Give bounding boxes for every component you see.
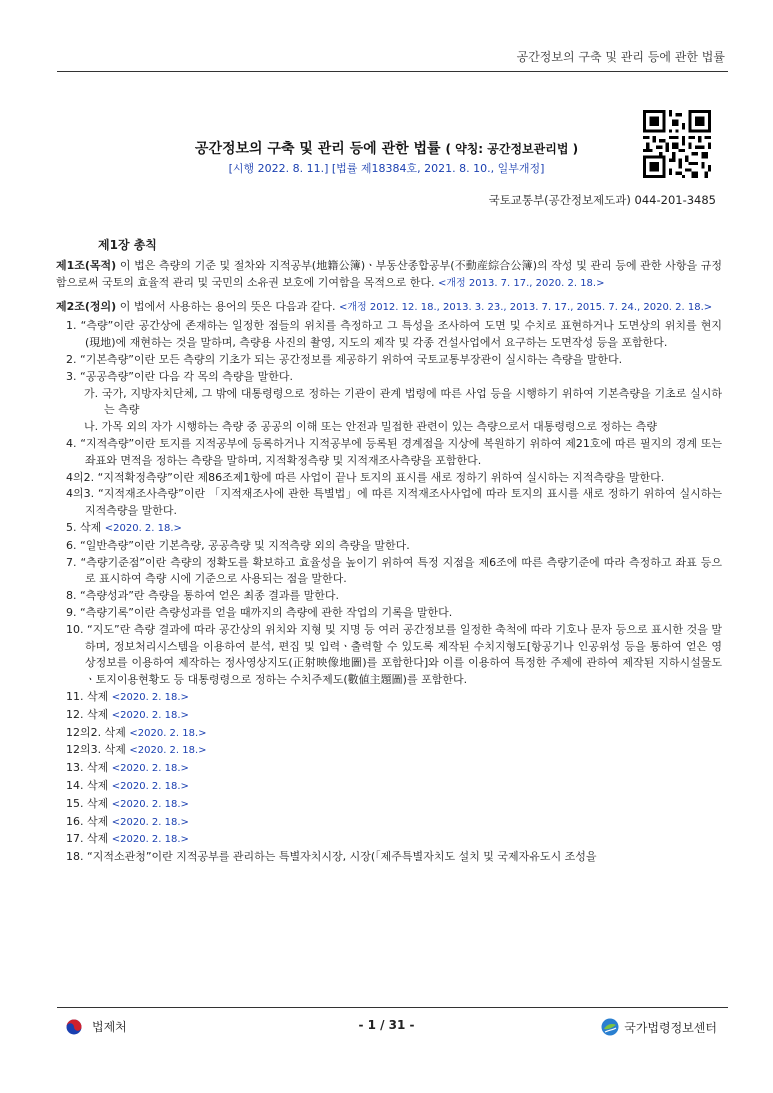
definition-item: 4의3. “지적재조사측량”이란 「지적재조사에 관한 특별법」에 따른 지적재조사사업에 따라 토지의 표시를 새로 정하기 위하여 실시하는 지적측량을 말한다. (66, 487, 722, 518)
enforcement-info[interactable]: [시행 2022. 8. 11.] [법률 제18384호, 2021. 8. 10., 일부개정] (228, 162, 545, 175)
amendment-link[interactable]: <개정 2012. 12. 18., 2013. 3. 23., 2013. 7. 17., 2015. 7. 24., 2020. 2. 18.> (338, 301, 713, 313)
deleted-item (66, 520, 722, 538)
deleted-item (66, 778, 722, 796)
law-center-logo-icon (601, 1018, 619, 1036)
deleted-item (66, 689, 722, 707)
law-short-title: ( 약칭: 공간정보관리법 ) (445, 142, 579, 156)
chapter-heading: 제1장 총칙 (98, 238, 157, 252)
law-title (0, 138, 773, 158)
definition-item: 18. “지적소관청”이란 지적공부를 관리하는 특별자치시장, 시장(「제주특별자치도 설치 및 국제자유도시 조성을 (66, 850, 597, 864)
item-text: 17. 삭제 (66, 832, 109, 846)
amendment-link[interactable]: <2020. 2. 18.> (129, 727, 207, 739)
article-heading: 제1조(목적) (56, 259, 117, 272)
deleted-item (66, 831, 722, 849)
deleted-item (66, 796, 722, 814)
deleted-item (66, 760, 722, 778)
footer-left-label: 법제처 (92, 1020, 127, 1034)
definition-item: 8. “측량성과”란 측량을 통하여 얻은 최종 결과를 말한다. (66, 589, 340, 603)
footer-brand (601, 1018, 717, 1036)
amendment-link[interactable]: <2020. 2. 18.> (104, 522, 182, 534)
definition-item: 9. “측량기록”이란 측량성과를 얻을 때까지의 측량에 관한 작업의 기록을 말한다. (66, 605, 453, 619)
item-text: 14. 삭제 (66, 778, 109, 792)
definition-subitem: 나. 가목 외의 자가 시행하는 측량 중 공공의 이해 또는 안전과 밀접한 관련이 있는 측량으로서 대통령령으로 정하는 측량 (84, 420, 657, 434)
amendment-link[interactable]: <개정 2013. 7. 17., 2020. 2. 18.> (438, 277, 605, 289)
amendment-link[interactable]: <2020. 2. 18.> (111, 763, 189, 775)
amendment-link[interactable]: <2020. 2. 18.> (111, 798, 189, 810)
item-text: 12의3. 삭제 (66, 743, 126, 757)
article-1 (56, 258, 722, 293)
item-text: 11. 삭제 (66, 689, 109, 703)
definition-item: 4. “지적측량”이란 토지를 지적공부에 등록하거나 지적공부에 등록된 경계점을 지상에 복원하기 위하여 제21호에 따른 필지의 경계 또는 좌표와 면적을 정하는 측량을 말하며, 지적확정측량 및 지적재조사측량을 포함한다. (66, 436, 722, 467)
item-text: 12의2. 삭제 (66, 725, 126, 739)
article-heading: 제2조(정의) (56, 299, 117, 313)
law-title-main: 공간정보의 구축 및 관리 등에 관한 법률 (194, 141, 441, 157)
ministry-contact: 국토교통부(공간정보제도과) 044-201-3485 (488, 193, 716, 207)
amendment-link[interactable]: <2020. 2. 18.> (111, 834, 189, 846)
header-rule (57, 71, 728, 72)
item-text: 12. 삭제 (66, 707, 109, 721)
deleted-item (66, 814, 722, 832)
deleted-item (66, 707, 722, 725)
amendment-link[interactable]: <2020. 2. 18.> (129, 745, 207, 757)
deleted-item (66, 725, 722, 743)
item-text: 13. 삭제 (66, 761, 109, 775)
article-2 (56, 299, 722, 317)
article-text: 이 법은 측량의 기준 및 절차와 지적공부(地籍公簿)ㆍ부동산종합공부(不動産綜合公簿)의 작성 및 관리 등에 관한 사항을 규정함으로써 국토의 효율적 관리 및 국민의 소유권 보호에 기여함을 목적으로 한다. (56, 259, 722, 289)
page-number: - 1 / 31 - (358, 1018, 415, 1032)
amendment-link[interactable]: <2020. 2. 18.> (111, 816, 189, 828)
deleted-item (66, 742, 722, 760)
item-text: 15. 삭제 (66, 796, 109, 810)
definition-item: 10. “지도”란 측량 결과에 따라 공간상의 위치와 지형 및 지명 등 여러 공간정보를 일정한 축척에 따라 기호나 문자 등으로 표시한 것을 말하며, 정보처리시스템을 이용하여 분석, 편집 및 입력ㆍ출력할 수 있도록 제작된 수치지형도[항공기나 인공위성 등을 통하여 얻은 영상정보를 이용하여 제작하는 정사영상지도(正射映像地圖)를 포함한다]와 이를 이용하여 특정한 주제에 관하여 제작된 지하시설물도ㆍ토지이용현황도 등 대통령령으로 정하는 수치주제도(數値主題圖)를 포함한다. (66, 622, 722, 687)
article-text: 이 법에서 사용하는 용어의 뜻은 다음과 같다. (116, 299, 336, 313)
law-body (56, 258, 722, 866)
item-text: 16. 삭제 (66, 814, 109, 828)
item-text: 5. 삭제 (66, 520, 102, 534)
amendment-link[interactable]: <2020. 2. 18.> (111, 709, 189, 721)
definition-item: 1. “측량”이란 공간상에 존재하는 일정한 점들의 위치를 측정하고 그 특성을 조사하여 도면 및 수치로 표현하거나 도면상의 위치를 현지(現地)에 재현하는 것을 말하며, 측량용 사진의 촬영, 지도의 제작 및 각종 건설사업에서 요구하는 도면작성 등을 포함한다. (66, 319, 722, 350)
amendment-link[interactable]: <2020. 2. 18.> (111, 780, 189, 792)
running-header: 공간정보의 구축 및 관리 등에 관한 법률 (516, 50, 725, 64)
definition-item: 6. “일반측량”이란 기본측량, 공공측량 및 지적측량 외의 측량을 말한다. (66, 538, 410, 552)
amendment-link[interactable]: <2020. 2. 18.> (111, 691, 189, 703)
definition-item: 2. “기본측량”이란 모든 측량의 기초가 되는 공간정보를 제공하기 위하여 국토교통부장관이 실시하는 측량을 말한다. (66, 352, 623, 366)
definition-item: 3. “공공측량”이란 다음 각 목의 측량을 말한다. (66, 369, 294, 383)
definition-item: 4의2. “지적확정측량”이란 제86조제1항에 따른 사업이 끝나 토지의 표시를 새로 정하기 위하여 실시하는 지적측량을 말한다. (66, 470, 665, 484)
definition-subitem: 가. 국가, 지방자치단체, 그 밖에 대통령령으로 정하는 기관이 관계 법령에 따른 사업 등을 시행하기 위하여 기본측량을 기초로 실시하는 측량 (84, 386, 722, 417)
definition-item: 7. “측량기준점”이란 측량의 정확도를 확보하고 효율성을 높이기 위하여 특정 지점을 제6조에 따른 측량기준에 따라 측정하고 좌표 등으로 표시하여 측량 시에 기준으로 사용되는 점을 말한다. (66, 555, 722, 586)
footer-rule (57, 1007, 728, 1008)
footer-right-label: 국가법령정보센터 (624, 1020, 717, 1035)
